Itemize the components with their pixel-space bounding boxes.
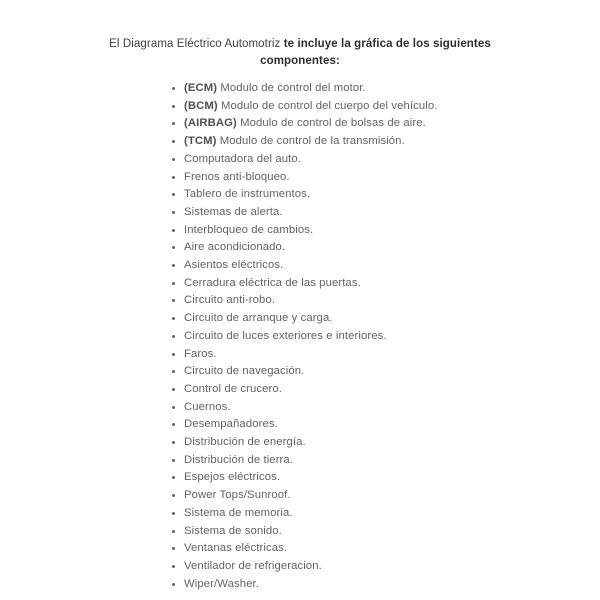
item-bold-prefix: (BCM): [184, 99, 221, 112]
page-title: [70, 36, 530, 70]
list-item: • Faros.: [184, 346, 600, 364]
title-bold-part-line1: te incluye la gráfica de los siguientes: [283, 38, 491, 50]
list-item: • Distribución de energía.: [184, 434, 600, 452]
item-bold-prefix: (ECM): [184, 82, 221, 94]
list-item: • Wiper/Washer.: [184, 576, 600, 594]
list-item: • Espejos eléctricos.: [184, 469, 600, 487]
list-item: • Circuito de navegación.: [184, 363, 600, 381]
list-item: • Sistema de memoria.: [184, 505, 600, 523]
list-item: • (TCM) Modulo de control de la transmisión.: [184, 133, 600, 151]
list-item: • (ECM) Modulo de control del motor.: [184, 80, 600, 98]
list-item: • (AIRBAG) Modulo de control de bolsas de aire.: [184, 115, 600, 133]
list-item: • Cerradura eléctrica de las puertas.: [184, 275, 600, 293]
list-item: • Desempañadores.: [184, 416, 600, 434]
list-item: • Sistema de sonido.: [184, 523, 600, 541]
list-item: • Circuito de arranque y carga.: [184, 310, 600, 328]
list-item: • Asientos eléctricos.: [184, 257, 600, 275]
list-item: • Control de crucero.: [184, 381, 600, 399]
components-list: [0, 80, 600, 593]
list-item: • Aire acondicionado.: [184, 239, 600, 257]
list-item: • Power Tops/Sunroof.: [184, 487, 600, 505]
list-item: • (BCM) Modulo de control del cuerpo del vehículo.: [184, 98, 600, 116]
item-bold-prefix: (AIRBAG): [184, 117, 241, 130]
title-bold-part-line2: componentes:: [260, 55, 340, 67]
list-item: • Circuito anti-robo.: [184, 292, 600, 310]
list-item: • Ventilador de refrigeracion.: [184, 558, 600, 576]
list-item: • Sistemas de alerta.: [184, 204, 600, 222]
list-item: • Frenos anti-bloqueo.: [184, 169, 600, 187]
list-item: • Tablero de instrumentos.: [184, 186, 600, 204]
list-item: • Circuito de luces exteriores e interiores.: [184, 328, 600, 346]
list-item: • Ventanas eléctricas.: [184, 540, 600, 558]
list-item: • Distribución de tierra.: [184, 452, 600, 470]
list-item: • Interbloqueo de cambios.: [184, 222, 600, 240]
title-regular-part: El Diagrama Eléctrico Automotriz: [109, 38, 284, 50]
list-item: • Cuernos.: [184, 399, 600, 417]
list-item: • Computadora del auto.: [184, 151, 600, 169]
item-bold-prefix: (TCM): [184, 135, 220, 148]
